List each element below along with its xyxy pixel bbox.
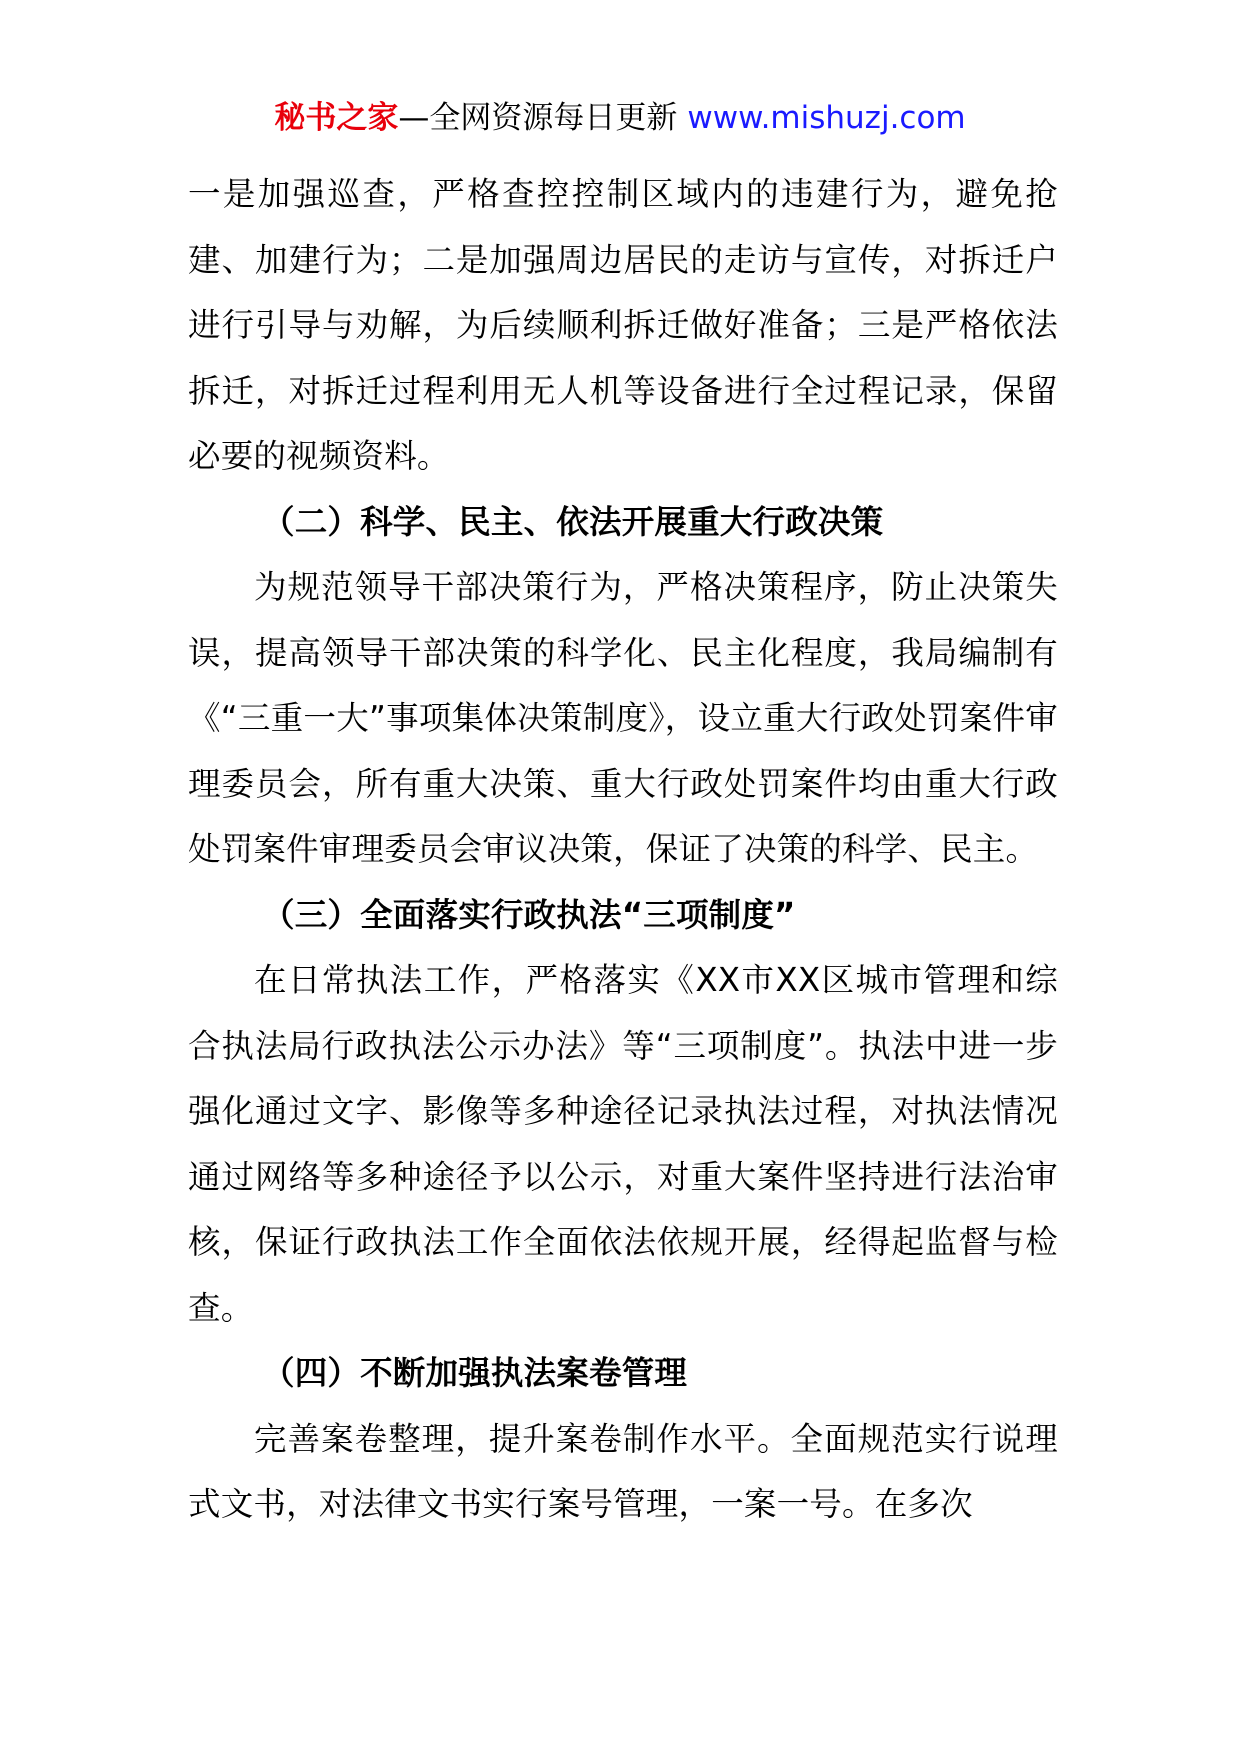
page-header: [0, 98, 1240, 138]
section-heading-4: （四）不断加强执法案卷管理: [262, 1354, 688, 1392]
site-link[interactable]: www.mishuzj.com: [687, 100, 966, 136]
brand-name: 秘书之家: [274, 100, 399, 136]
paragraph-case-files: 完善案卷整理，提升案卷制作水平。全面规范实行说理式文书，对法律文书实行案号管理，一案一号。在多次: [188, 1419, 1058, 1523]
section-heading-3: （三）全面落实行政执法“三项制度”: [262, 895, 796, 934]
paragraph-three-systems: 在日常执法工作，严格落实《XX市XX区城市管理和综合执法局行政执法公示办法》等“三项制度”。执法中进一步强化通过文字、影像等多种途径记录执法过程，对执法情况通过网络等多种途径予以公示，对重大案件坚持进行法治审核，保证行政执法工作全面依法依规开展，经得起监督与检查。: [188, 961, 1058, 1327]
header-tagline: —全网资源每日更新: [398, 100, 678, 136]
section-heading-2: （二）科学、民主、依法开展重大行政决策: [262, 502, 884, 541]
document-body: [188, 162, 1058, 1538]
paragraph-continuation: 一是加强巡查，严格查控控制区域内的违建行为，避免抢建、加建行为；二是加强周边居民的走访与宣传，对拆迁户进行引导与劝解，为后续顺利拆迁做好准备；三是严格依法拆迁，对拆迁过程利用无人机等设备进行全过程记录，保留必要的视频资料。: [188, 175, 1058, 475]
paragraph-decision-making: 为规范领导干部决策行为，严格决策程序，防止决策失误，提高领导干部决策的科学化、民主化程度，我局编制有《“三重一大”事项集体决策制度》，设立重大行政处罚案件审理委员会，所有重大决策、重大行政处罚案件均由重大行政处罚案件审理委员会审议决策，保证了决策的科学、民主。: [188, 568, 1058, 868]
